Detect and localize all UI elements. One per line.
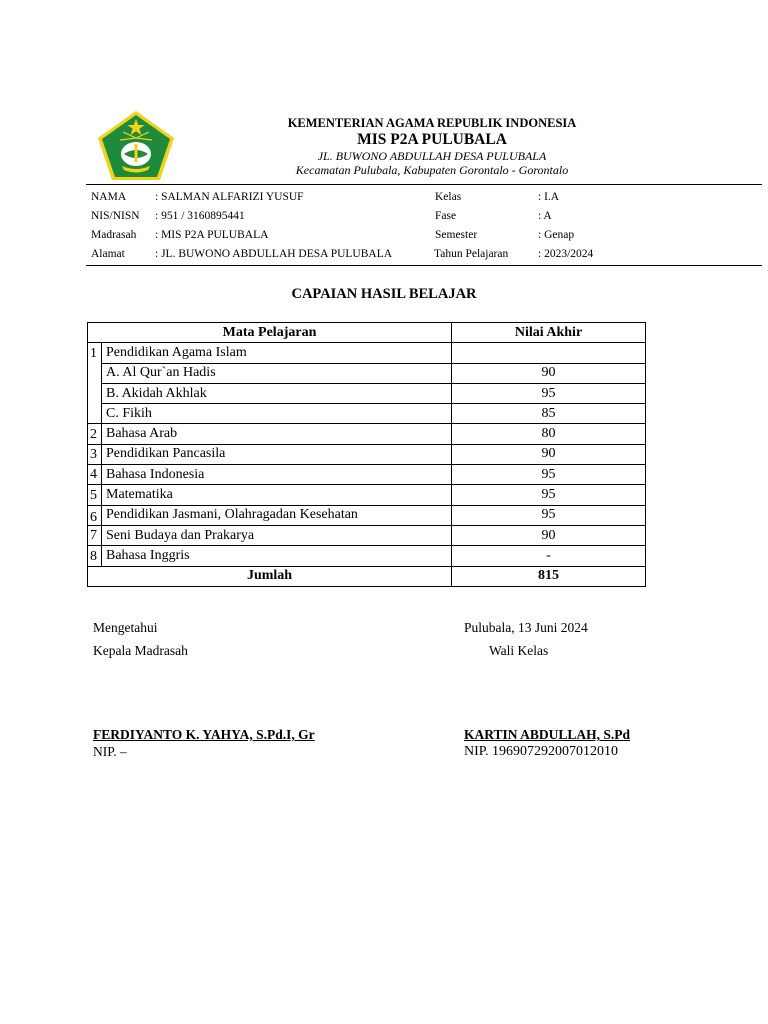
- kemenag-emblem-icon: [96, 110, 176, 182]
- value-kelas: : I.A: [538, 191, 560, 203]
- row-subject: Bahasa Inggris: [102, 546, 452, 566]
- section-title: CAPAIAN HASIL BELAJAR: [291, 286, 477, 302]
- value-alamat: : JL. BUWONO ABDULLAH DESA PULUBALA: [155, 248, 393, 260]
- row-number: 8: [88, 546, 102, 566]
- table-row: [88, 465, 646, 485]
- row-subject: A. Al Qur`an Hadis: [102, 363, 452, 383]
- label-kelas: Kelas: [435, 191, 462, 203]
- value-nama: : SALMAN ALFARIZI YUSUF: [155, 191, 304, 203]
- label-madrasah: Madrasah: [91, 229, 137, 241]
- row-subject: C. Fikih: [102, 404, 452, 424]
- row-number: [88, 363, 102, 383]
- value-nis: : 951 / 3160895441: [155, 210, 245, 222]
- row-score: 90: [452, 525, 646, 545]
- school-name: MIS P2A PULUBALA: [357, 131, 507, 148]
- row-number: 1: [88, 343, 102, 363]
- value-madrasah: : MIS P2A PULUBALA: [155, 229, 269, 241]
- label-fase: Fase: [435, 210, 457, 222]
- info-divider: [86, 265, 762, 266]
- header-divider: [86, 184, 762, 185]
- sig-left-line2: Kepala Madrasah: [93, 643, 188, 658]
- row-score: 95: [452, 505, 646, 525]
- value-semester: : Genap: [538, 229, 575, 241]
- sig-right-line1: Pulubala, 13 Juni 2024: [464, 620, 588, 635]
- row-number: 2: [88, 424, 102, 444]
- row-score: 90: [452, 444, 646, 464]
- label-tahun: Tahun Pelajaran: [434, 248, 509, 260]
- row-subject: Matematika: [102, 485, 452, 505]
- total-row: [88, 566, 646, 586]
- row-subject: Seni Budaya dan Prakarya: [102, 525, 452, 545]
- school-district: Kecamatan Pulubala, Kabupaten Gorontalo - Gorontalo: [295, 163, 569, 177]
- label-alamat: Alamat: [91, 248, 125, 260]
- row-score: 95: [452, 485, 646, 505]
- value-tahun: : 2023/2024: [538, 248, 594, 260]
- table-row: [88, 363, 646, 383]
- table-row: [88, 383, 646, 403]
- label-nis: NIS/NISN: [91, 210, 140, 222]
- col-subject-header: Mata Pelajaran: [88, 323, 452, 343]
- row-score: -: [452, 546, 646, 566]
- row-score: 95: [452, 465, 646, 485]
- homeroom-teacher-nip: NIP. 196907292007012010: [464, 744, 619, 759]
- row-number: 6: [88, 505, 102, 525]
- ministry-heading: KEMENTERIAN AGAMA REPUBLIK INDONESIA: [287, 116, 577, 130]
- row-subject: Pendidikan Jasmani, Olahragadan Kesehatan: [102, 505, 452, 525]
- table-row: [88, 485, 646, 505]
- sig-left-line1: Mengetahui: [93, 620, 158, 635]
- total-label: Jumlah: [88, 566, 452, 586]
- row-number: 3: [88, 444, 102, 464]
- row-subject: B. Akidah Akhlak: [102, 383, 452, 403]
- total-value: 815: [452, 566, 646, 586]
- label-semester: Semester: [435, 229, 478, 241]
- row-number: 5: [88, 485, 102, 505]
- row-score: [452, 343, 646, 363]
- row-subject: Pendidikan Pancasila: [102, 444, 452, 464]
- col-score-header: Nilai Akhir: [452, 323, 646, 343]
- table-row: [88, 404, 646, 424]
- school-address: JL. BUWONO ABDULLAH DESA PULUBALA: [317, 149, 547, 163]
- row-number: 7: [88, 525, 102, 545]
- headmaster-name: FERDIYANTO K. YAHYA, S.Pd.I, Gr: [93, 727, 315, 742]
- table-row: [88, 424, 646, 444]
- row-number: 4: [88, 465, 102, 485]
- headmaster-nip: NIP. –: [93, 744, 127, 759]
- table-row: [88, 546, 646, 566]
- label-nama: NAMA: [91, 191, 127, 203]
- table-row: [88, 505, 646, 525]
- value-fase: : A: [538, 210, 552, 222]
- sig-right-line2: Wali Kelas: [489, 643, 549, 658]
- homeroom-teacher-name: KARTIN ABDULLAH, S.Pd: [464, 727, 631, 742]
- row-score: 95: [452, 383, 646, 403]
- row-subject: Bahasa Indonesia: [102, 465, 452, 485]
- table-row: [88, 525, 646, 545]
- row-score: 80: [452, 424, 646, 444]
- row-number: [88, 404, 102, 424]
- row-score: 90: [452, 363, 646, 383]
- table-row: [88, 343, 646, 363]
- row-score: 85: [452, 404, 646, 424]
- row-subject: Pendidikan Agama Islam: [102, 343, 452, 363]
- table-header-row: [88, 323, 646, 343]
- table-row: [88, 444, 646, 464]
- grades-table: [87, 322, 646, 587]
- row-subject: Bahasa Arab: [102, 424, 452, 444]
- row-number: [88, 383, 102, 403]
